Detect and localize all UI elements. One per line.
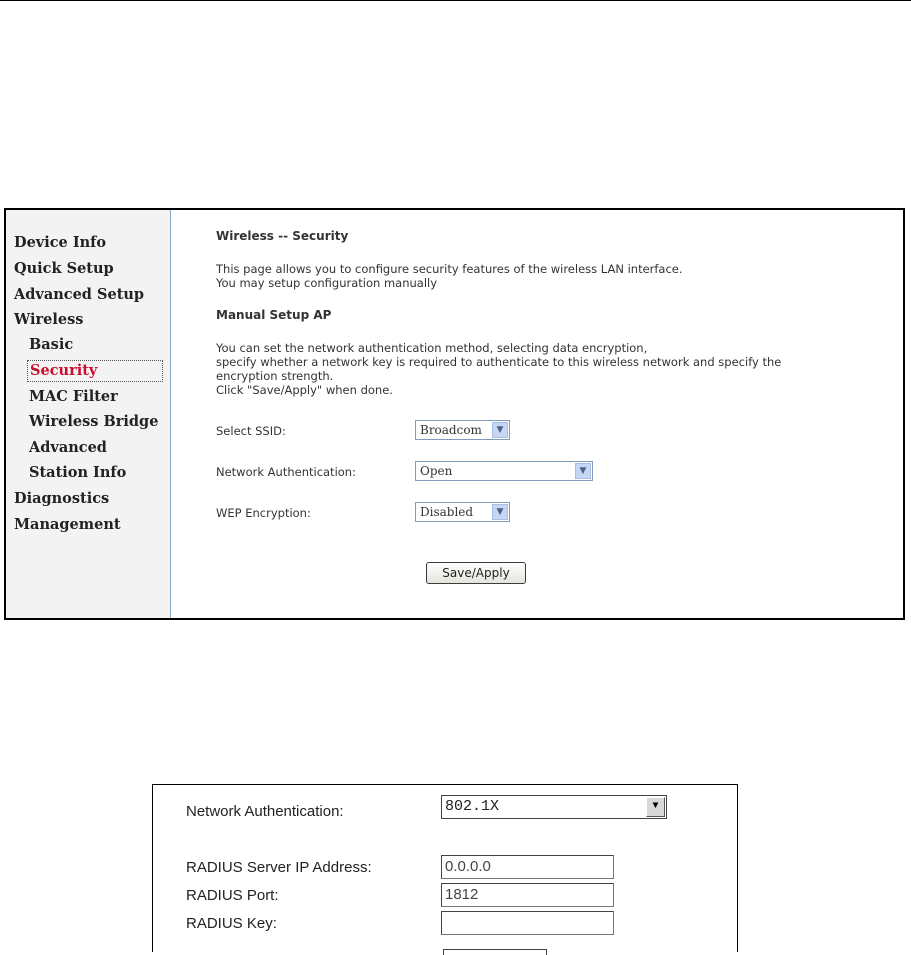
sidebar-item-mac-filter[interactable]: MAC Filter: [29, 388, 118, 405]
chevron-down-icon[interactable]: ▼: [492, 504, 508, 520]
description-line-2: specify whether a network key is required to authenticate to this wireless network and specify the: [216, 355, 782, 369]
ssid-select-value: Broadcom: [420, 423, 482, 437]
chevron-down-icon[interactable]: ▼: [646, 797, 665, 817]
sidebar-item-quick-setup[interactable]: Quick Setup: [14, 260, 114, 277]
radius-port-input[interactable]: [441, 883, 614, 907]
network-auth-label: Network Authentication:: [186, 803, 344, 820]
save-apply-button[interactable]: Save/Apply: [426, 562, 526, 584]
radius-key-input[interactable]: [441, 911, 614, 935]
sidebar-item-management[interactable]: Management: [14, 516, 121, 533]
sidebar-nav: [6, 210, 171, 618]
sidebar-item-advanced-setup[interactable]: Advanced Setup: [14, 286, 145, 303]
sidebar-item-advanced[interactable]: Advanced: [29, 439, 107, 456]
network-auth-label: Network Authentication:: [216, 465, 356, 479]
radius-server-ip-input[interactable]: [441, 855, 614, 879]
sidebar-item-wireless[interactable]: Wireless: [14, 311, 84, 328]
sidebar-item-station-info[interactable]: Station Info: [29, 464, 127, 481]
ssid-label: Select SSID:: [216, 424, 286, 438]
radius-settings-screenshot: [152, 784, 738, 952]
wep-encryption-select-value: Disabled: [420, 505, 474, 519]
radius-port-value: 1812: [445, 886, 479, 903]
page-title: Wireless -- Security: [216, 229, 349, 243]
sidebar-item-wireless-bridge[interactable]: Wireless Bridge: [29, 413, 159, 430]
sidebar-item-basic[interactable]: Basic: [29, 336, 74, 353]
intro-text-line-2: You may setup configuration manually: [216, 276, 438, 290]
section-title: Manual Setup AP: [216, 308, 332, 322]
description-line-3: encryption strength.: [216, 369, 334, 383]
network-auth-select-value: 802.1X: [445, 798, 500, 815]
radius-port-label: RADIUS Port:: [186, 887, 279, 904]
page-top-rule: [0, 0, 911, 1]
radius-key-label: RADIUS Key:: [186, 915, 277, 932]
description-line-4: Click "Save/Apply" when done.: [216, 383, 393, 397]
chevron-down-icon[interactable]: ▼: [492, 422, 508, 438]
network-auth-select-value: Open: [420, 464, 453, 478]
radius-server-ip-value: 0.0.0.0: [445, 858, 491, 875]
sidebar-item-device-info[interactable]: Device Info: [14, 234, 107, 251]
sidebar-item-security[interactable]: Security: [27, 360, 163, 382]
wireless-security-screenshot: [4, 208, 905, 620]
partial-control: [443, 949, 547, 955]
wep-encryption-label: WEP Encryption:: [216, 506, 311, 520]
wep-encryption-select[interactable]: [415, 502, 510, 522]
intro-text-line-1: This page allows you to configure security features of the wireless LAN interface.: [216, 262, 683, 276]
chevron-down-icon[interactable]: ▼: [575, 463, 591, 479]
sidebar-item-diagnostics[interactable]: Diagnostics: [14, 490, 110, 507]
description-line-1: You can set the network authentication method, selecting data encryption,: [216, 341, 648, 355]
radius-server-ip-label: RADIUS Server IP Address:: [186, 859, 372, 876]
network-auth-select[interactable]: [415, 461, 593, 481]
ssid-select[interactable]: [415, 420, 510, 440]
network-auth-select[interactable]: [441, 795, 667, 819]
